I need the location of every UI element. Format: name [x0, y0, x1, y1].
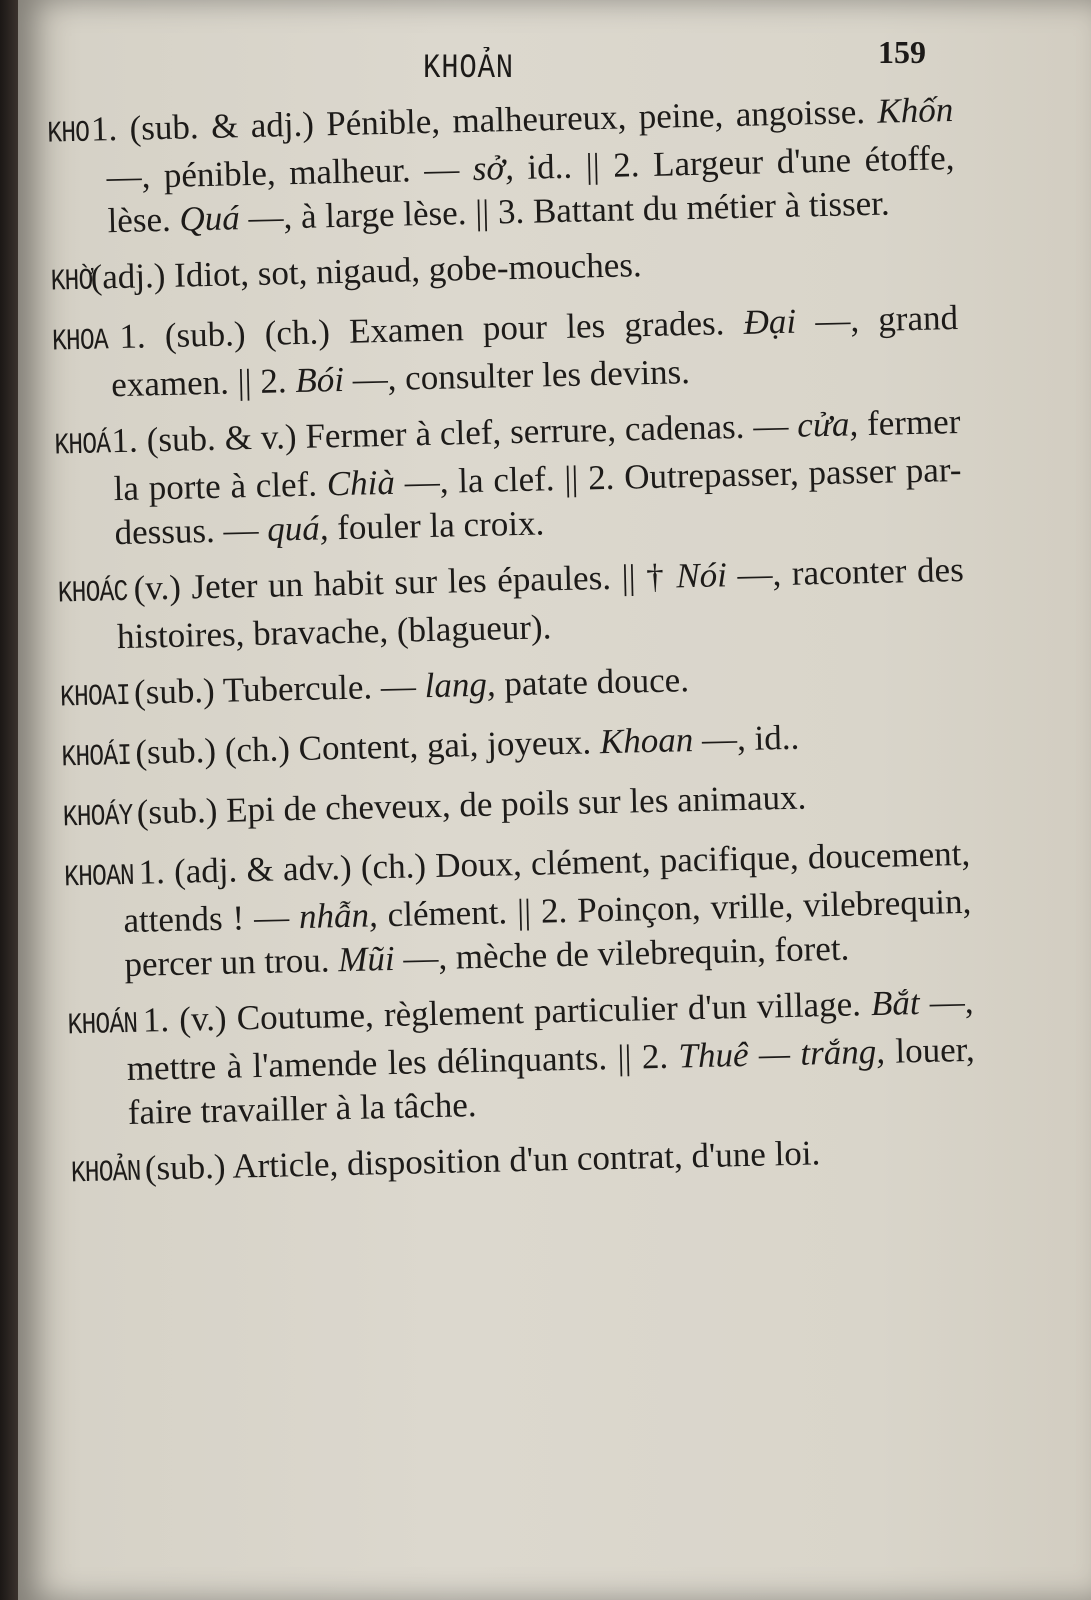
entry-definition-text: 1. (sub. & v.) Fermer à clef, serrure, cadenas. —	[102, 405, 798, 461]
entry-headword: KHOÁI	[61, 739, 132, 776]
entry-example-word: Đại	[743, 301, 797, 342]
entry-example-word: Khoan	[599, 720, 694, 762]
entry-definition-text: —, id..	[692, 717, 800, 760]
entry-example-word: Bắt	[870, 983, 921, 1024]
dictionary-page	[18, 0, 1091, 1600]
running-head	[18, 34, 1091, 94]
dictionary-entry	[67, 980, 976, 1136]
entry-definition-text: (sub.) Epi de cheveux, de poils sur les animaux.	[127, 777, 807, 832]
entry-example-word: Nói	[675, 555, 728, 596]
entry-definition-text: —, la clef. || 2. Outrepasser, passer par-dessus. —	[114, 449, 962, 553]
entry-definition-text: clément. || 2. Poinçon, vrille, vilebrequin, percer un trou.	[124, 881, 972, 985]
dictionary-entry	[62, 772, 970, 840]
entry-definition-text: id.. || 2. Largeur d'une étoffe, lèse.	[107, 138, 955, 241]
entry-definition-text: —, raconter des histoires, bravache, (blagueur).	[116, 549, 965, 657]
entry-definition-text: —, pénible, malheur. —	[106, 148, 474, 197]
entry-example-word: quá,	[266, 508, 329, 549]
entry-definition-text: —, à large lèse. || 3. Battant du métier à tisser.	[239, 183, 891, 238]
entry-definition-text: —, mettre à l'amende les délinquants. || 2.	[126, 981, 974, 1089]
entry-definition-text: 1. (sub. & adj.) Pénible, malheureux, peine, angoisse.	[78, 91, 878, 149]
entry-headword: KHOA	[51, 324, 109, 360]
entry-definition-text: patate douce.	[495, 660, 690, 704]
entry-example-word: Bói	[294, 359, 345, 401]
entry-definition-text: 1. (adj. & adv.) (ch.) Doux, clément, pacifique, doucement, attends ! —	[123, 833, 971, 941]
entry-definition-text: 1. (v.) Coutume, règlement particulier d'un village.	[132, 984, 872, 1040]
entry-definition-text: fermer la porte à clef.	[113, 401, 961, 509]
entry-example-word: nhẫn,	[298, 895, 379, 937]
entry-definition-text: —, grand examen. || 2.	[110, 297, 959, 405]
entry-definition-text: (sub.) Tubercule. —	[124, 666, 426, 712]
entry-definition-text: (sub.) Article, disposition d'un contrat, d'une loi.	[135, 1133, 821, 1188]
entry-example-word: cửa,	[796, 404, 859, 445]
entry-definition-text: —, consulter les devins.	[343, 352, 691, 399]
page-number: 159	[878, 34, 926, 70]
dictionary-entry	[54, 400, 963, 556]
dictionary-entry	[51, 296, 960, 408]
entries-list	[46, 88, 978, 1208]
entry-definition-text: (adj.) Idiot, sot, nigaud, gobe-mouches.	[81, 245, 643, 297]
dictionary-entry	[46, 88, 956, 244]
entry-headword: KHOÁY	[62, 799, 133, 836]
entry-headword: KHOÁ	[54, 428, 111, 464]
entry-definition-text: (v.) Jeter un habit sur les épaules. || †	[122, 556, 677, 608]
dictionary-entry	[57, 548, 965, 660]
entry-headword: KHOAN	[63, 859, 135, 896]
dictionary-entry	[50, 236, 957, 304]
entry-headword: KHOÁN	[67, 1007, 138, 1044]
entry-definition-text: fouler la croix.	[328, 503, 545, 548]
entry-headword: KHOAI	[59, 679, 131, 716]
book-spine-shadow	[0, 0, 18, 1600]
entry-example-word: lang,	[424, 664, 497, 706]
running-head-title: KHOẢN	[423, 50, 514, 88]
entry-headword: KHOẢN	[70, 1155, 142, 1192]
dictionary-entry	[61, 712, 968, 780]
entry-headword: KHỜ	[50, 264, 93, 300]
entry-example-word: Quá	[179, 198, 241, 239]
entry-example-word: Khốn	[876, 90, 954, 131]
entry-definition-text: —, mèche de vilebrequin, foret.	[394, 928, 850, 978]
dictionary-entry	[63, 832, 973, 988]
entry-example-word: sở,	[472, 148, 515, 188]
entry-example-word: Mũi	[337, 938, 396, 980]
entry-definition-text: 1. (sub.) (ch.) Examen pour les grades.	[99, 302, 745, 357]
entry-headword: KHOÁC	[57, 575, 128, 612]
dictionary-entry	[59, 652, 967, 720]
entry-definition-text: (sub.) (ch.) Content, gai, joyeux.	[126, 722, 601, 772]
entry-example-word: Chià	[326, 462, 396, 504]
dictionary-entry	[70, 1128, 978, 1196]
entry-example-word: Thuê — trắng,	[678, 1031, 886, 1076]
entry-headword: KHO	[46, 116, 90, 152]
entry-definition-text: louer, faire travailler à la tâche.	[127, 1029, 976, 1133]
